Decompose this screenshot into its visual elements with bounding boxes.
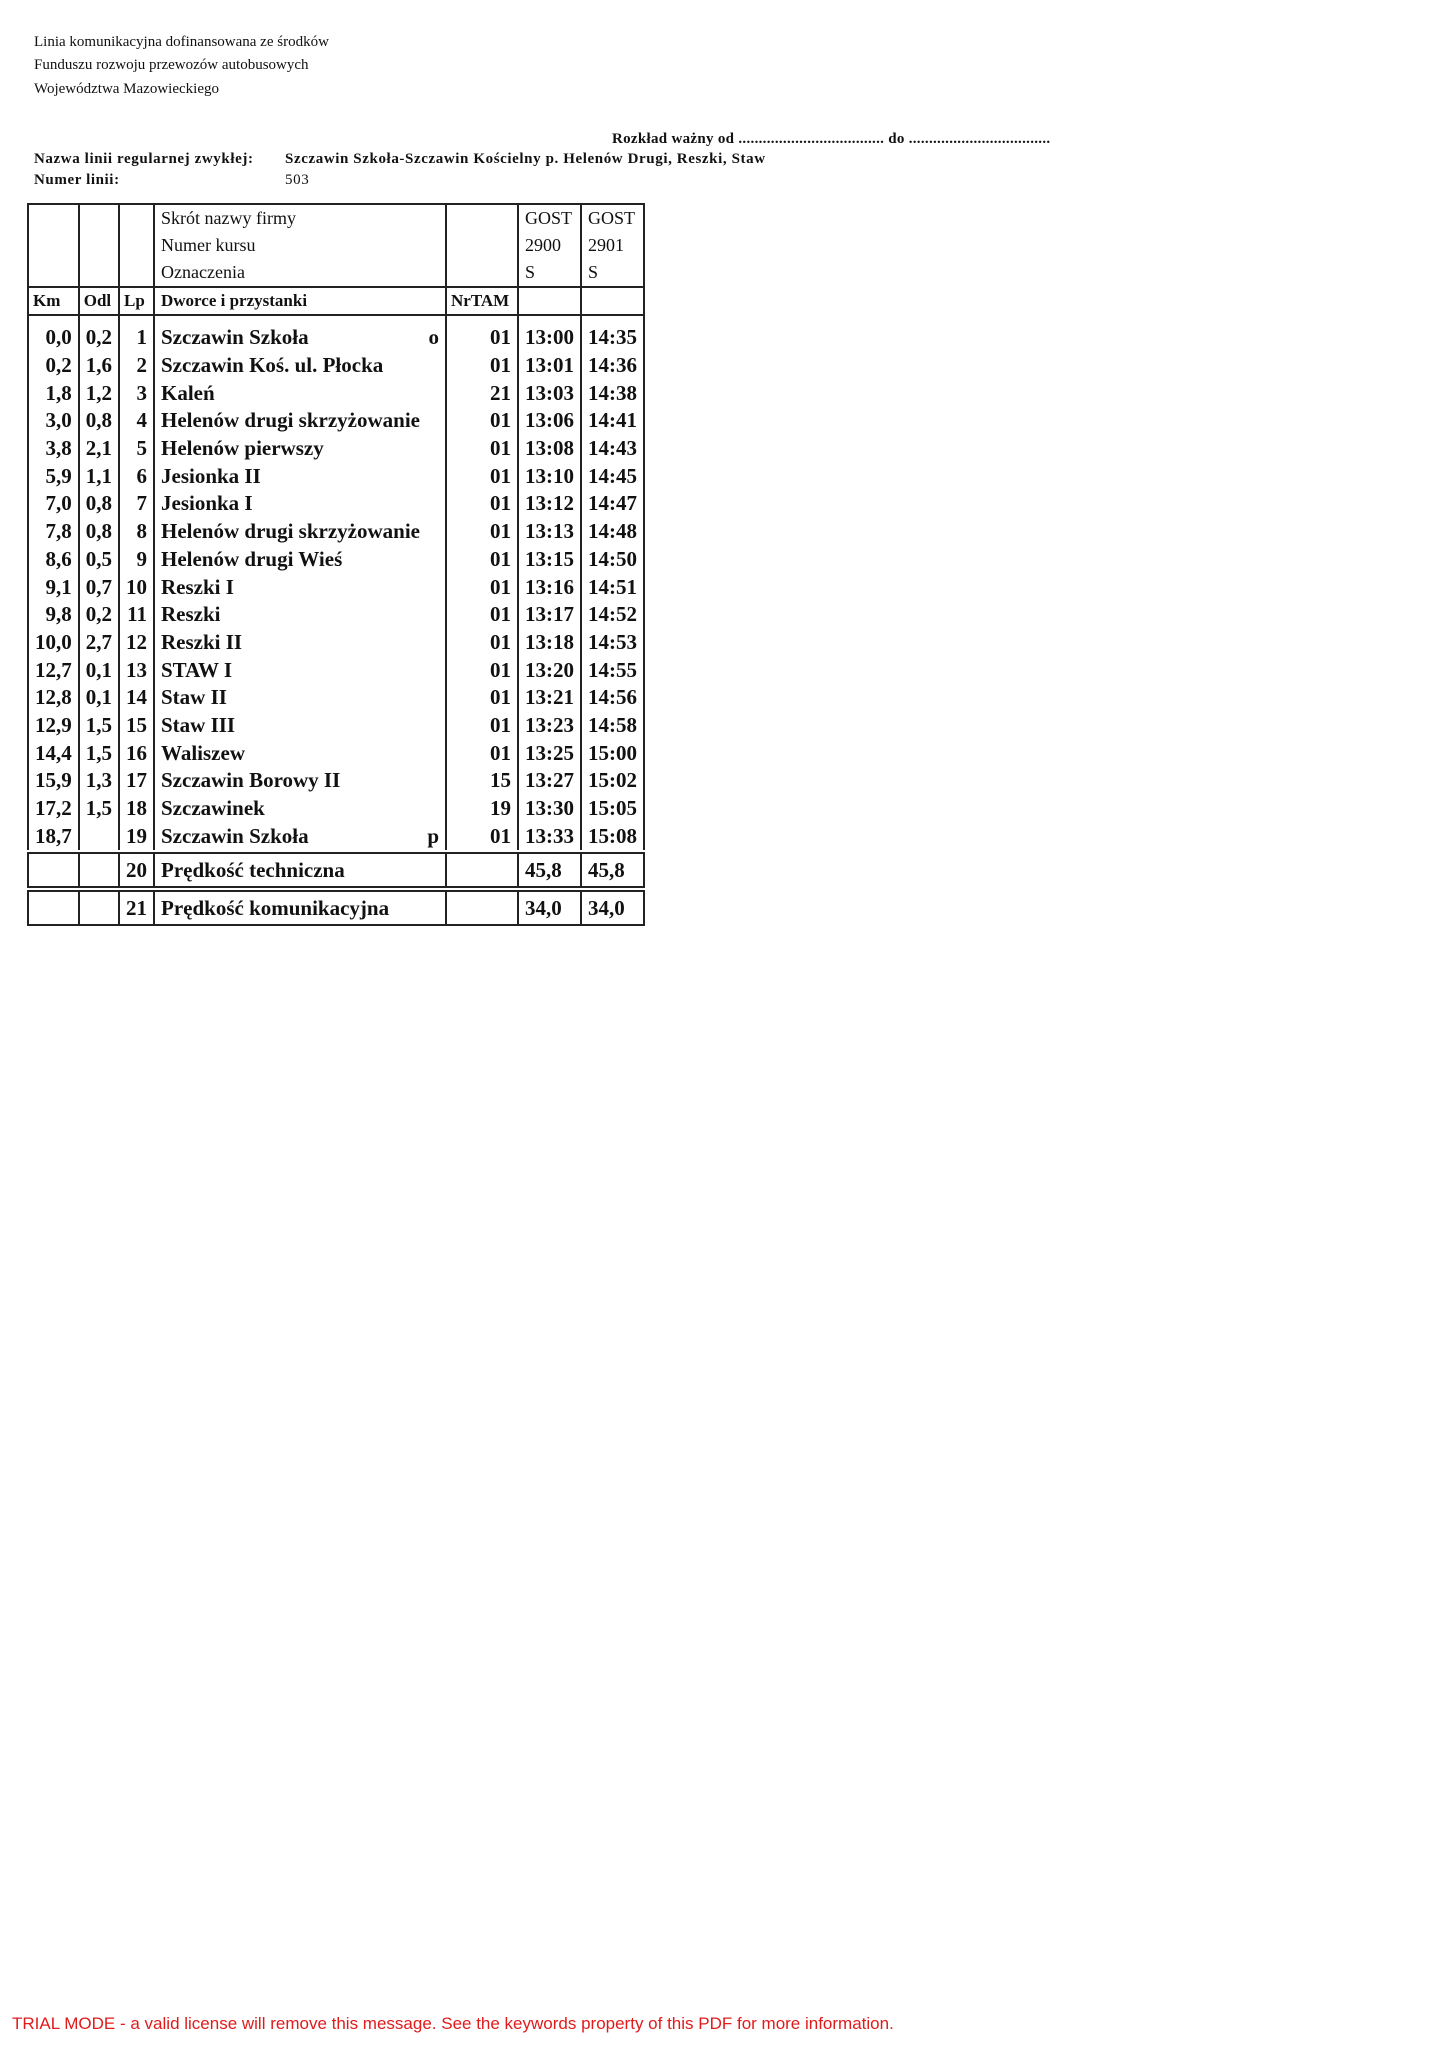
nrtam-value: 01 (446, 352, 518, 380)
company-course-2: GOST (581, 204, 644, 232)
course-label: Numer kursu (154, 232, 446, 259)
odl-value: 0,8 (79, 490, 119, 518)
course-number-1: 2900 (518, 232, 581, 259)
departure-time-course-1: 13:03 (518, 379, 581, 407)
validity-period: Rozkład ważny od .................................... do ................................... (612, 131, 1051, 147)
stop-cell (154, 712, 446, 740)
stop-cell (154, 324, 446, 352)
km-value: 15,9 (28, 767, 79, 795)
departure-time-course-1: 13:17 (518, 601, 581, 629)
stop-flag: o (428, 325, 439, 350)
odl-value: 0,5 (79, 546, 119, 574)
stop-cell (154, 518, 446, 546)
summary-lp: 20 (119, 853, 154, 887)
nrtam-value: 01 (446, 712, 518, 740)
lp-value: 15 (119, 712, 154, 740)
odl-value: 0,8 (79, 407, 119, 435)
departure-time-course-2: 14:51 (581, 573, 644, 601)
stop-name: STAW I (161, 657, 233, 682)
lp-value: 19 (119, 822, 154, 850)
stop-cell (154, 407, 446, 435)
km-value: 9,8 (28, 601, 79, 629)
marks-course-1: S (518, 259, 581, 287)
odl-value: 1,2 (79, 379, 119, 407)
odl-value: 1,5 (79, 795, 119, 823)
table-row (28, 767, 644, 795)
table-row (28, 352, 644, 380)
nrtam-value: 01 (446, 324, 518, 352)
departure-time-course-1: 13:16 (518, 573, 581, 601)
course-number-2: 2901 (581, 232, 644, 259)
summary-lp: 21 (119, 891, 154, 925)
km-value: 7,8 (28, 518, 79, 546)
nrtam-value: 21 (446, 379, 518, 407)
summary-nrtam (446, 891, 518, 925)
departure-time-course-1: 13:06 (518, 407, 581, 435)
col-nrtam: NrTAM (446, 287, 518, 315)
nrtam-value: 01 (446, 629, 518, 657)
header-row-marks (28, 259, 644, 287)
lp-value: 11 (119, 601, 154, 629)
summary-odl (79, 891, 119, 925)
departure-time-course-1: 13:23 (518, 712, 581, 740)
stop-name: Helenów drugi Wieś (161, 546, 343, 571)
departure-time-course-2: 15:02 (581, 767, 644, 795)
summary-odl (79, 853, 119, 887)
stop-cell (154, 767, 446, 795)
lp-value: 13 (119, 656, 154, 684)
table-row (28, 379, 644, 407)
km-value: 18,7 (28, 822, 79, 850)
stop-cell (154, 795, 446, 823)
company-label: Skrót nazwy firmy (154, 204, 446, 232)
departure-time-course-2: 14:47 (581, 490, 644, 518)
stop-name: Reszki II (161, 629, 243, 654)
lp-value: 5 (119, 435, 154, 463)
header-row-course (28, 232, 644, 259)
lp-value: 6 (119, 462, 154, 490)
departure-time-course-1: 13:08 (518, 435, 581, 463)
odl-value (79, 822, 119, 850)
column-header-row (28, 287, 644, 315)
departure-time-course-2: 14:58 (581, 712, 644, 740)
stop-name: Staw III (161, 712, 236, 737)
departure-time-course-1: 13:12 (518, 490, 581, 518)
km-value: 17,2 (28, 795, 79, 823)
nrtam-value: 01 (446, 518, 518, 546)
departure-time-course-2: 14:36 (581, 352, 644, 380)
col-odl: Odl (79, 287, 119, 315)
departure-time-course-2: 14:50 (581, 546, 644, 574)
table-row (28, 435, 644, 463)
stop-name: Helenów pierwszy (161, 436, 324, 461)
table-row (28, 546, 644, 574)
table-row (28, 712, 644, 740)
stop-cell (154, 462, 446, 490)
line-name-label: Nazwa linii regularnej zwykłej: (34, 151, 254, 167)
nrtam-value: 01 (446, 407, 518, 435)
stop-cell (154, 739, 446, 767)
departure-time-course-2: 15:08 (581, 822, 644, 850)
departure-time-course-1: 13:15 (518, 546, 581, 574)
table-row (28, 573, 644, 601)
lp-value: 10 (119, 573, 154, 601)
departure-time-course-2: 14:53 (581, 629, 644, 657)
line-number-label: Numer linii: (34, 172, 120, 188)
table-row (28, 739, 644, 767)
table-row (28, 490, 644, 518)
odl-value: 2,7 (79, 629, 119, 657)
summary-row (28, 853, 644, 887)
lp-value: 14 (119, 684, 154, 712)
km-value: 12,8 (28, 684, 79, 712)
marks-course-2: S (581, 259, 644, 287)
summary-value-course-2: 45,8 (581, 853, 644, 887)
departure-time-course-2: 14:52 (581, 601, 644, 629)
departure-time-course-1: 13:33 (518, 822, 581, 850)
table-row (28, 629, 644, 657)
odl-value: 1,3 (79, 767, 119, 795)
table-row (28, 324, 644, 352)
lp-value: 2 (119, 352, 154, 380)
stop-cell (154, 822, 446, 850)
summary-row (28, 891, 644, 925)
stop-name: Szczawin Koś. ul. Płocka (161, 353, 384, 378)
km-value: 12,7 (28, 656, 79, 684)
summary-label: Prędkość techniczna (154, 853, 446, 887)
nrtam-value: 01 (446, 435, 518, 463)
km-value: 3,0 (28, 407, 79, 435)
nrtam-value: 19 (446, 795, 518, 823)
odl-value: 0,1 (79, 656, 119, 684)
km-value: 9,1 (28, 573, 79, 601)
stop-cell (154, 684, 446, 712)
departure-time-course-2: 14:45 (581, 462, 644, 490)
km-value: 0,2 (28, 352, 79, 380)
odl-value: 0,1 (79, 684, 119, 712)
nrtam-value: 01 (446, 684, 518, 712)
timetable (27, 203, 645, 926)
km-value: 5,9 (28, 462, 79, 490)
lp-value: 17 (119, 767, 154, 795)
summary-label: Prędkość komunikacyjna (154, 891, 446, 925)
lp-value: 1 (119, 324, 154, 352)
odl-value: 2,1 (79, 435, 119, 463)
departure-time-course-2: 14:35 (581, 324, 644, 352)
table-row (28, 656, 644, 684)
lp-value: 3 (119, 379, 154, 407)
line-number-value: 503 (285, 172, 310, 188)
departure-time-course-1: 13:20 (518, 656, 581, 684)
km-value: 0,0 (28, 324, 79, 352)
stop-name: Reszki I (161, 574, 234, 599)
departure-time-course-1: 13:27 (518, 767, 581, 795)
funding-note-line-3: Województwa Mazowieckiego (34, 81, 219, 97)
funding-note-line-2: Funduszu rozwoju przewozów autobusowych (34, 57, 309, 73)
nrtam-value: 01 (446, 490, 518, 518)
nrtam-value: 01 (446, 546, 518, 574)
departure-time-course-1: 13:01 (518, 352, 581, 380)
stop-name: Waliszew (161, 740, 245, 765)
col-km: Km (28, 287, 79, 315)
table-row (28, 684, 644, 712)
table-row (28, 822, 644, 850)
odl-value: 0,2 (79, 601, 119, 629)
km-value: 7,0 (28, 490, 79, 518)
stop-cell (154, 573, 446, 601)
lp-value: 8 (119, 518, 154, 546)
departure-time-course-2: 14:41 (581, 407, 644, 435)
stop-name: Szczawin Szkoła (161, 823, 309, 848)
odl-value: 1,1 (79, 462, 119, 490)
stop-name: Jesionka II (161, 463, 261, 488)
departure-time-course-1: 13:00 (518, 324, 581, 352)
stop-cell (154, 379, 446, 407)
stop-name: Helenów drugi skrzyżowanie (161, 408, 420, 433)
stop-name: Kaleń (161, 380, 215, 405)
km-value: 8,6 (28, 546, 79, 574)
stop-cell (154, 490, 446, 518)
departure-time-course-2: 14:38 (581, 379, 644, 407)
km-value: 12,9 (28, 712, 79, 740)
stop-name: Reszki (161, 602, 221, 627)
nrtam-value: 01 (446, 822, 518, 850)
departure-time-course-2: 14:48 (581, 518, 644, 546)
header-row-company (28, 204, 644, 232)
marks-label: Oznaczenia (154, 259, 446, 287)
departure-time-course-1: 13:13 (518, 518, 581, 546)
departure-time-course-2: 15:00 (581, 739, 644, 767)
col-stops: Dworce i przystanki (154, 287, 446, 315)
stop-name: Szczawin Szkoła (161, 325, 309, 350)
line-name-value: Szczawin Szkoła-Szczawin Kościelny p. Helenów Drugi, Reszki, Staw (285, 151, 766, 167)
summary-value-course-1: 45,8 (518, 853, 581, 887)
stop-cell (154, 352, 446, 380)
lp-value: 9 (119, 546, 154, 574)
summary-value-course-1: 34,0 (518, 891, 581, 925)
odl-value: 0,7 (79, 573, 119, 601)
stop-cell (154, 629, 446, 657)
departure-time-course-1: 13:25 (518, 739, 581, 767)
funding-note-line-1: Linia komunikacyjna dofinansowana ze środków (34, 34, 329, 50)
odl-value: 0,8 (79, 518, 119, 546)
stop-cell (154, 656, 446, 684)
departure-time-course-1: 13:30 (518, 795, 581, 823)
stop-flag: p (427, 823, 439, 848)
lp-value: 16 (119, 739, 154, 767)
km-value: 14,4 (28, 739, 79, 767)
stop-name: Szczawin Borowy II (161, 768, 341, 793)
stop-name: Jesionka I (161, 491, 253, 516)
trial-mode-watermark: TRIAL MODE - a valid license will remove this message. See the keywords property of this PDF for more information. (12, 2014, 894, 2033)
lp-value: 4 (119, 407, 154, 435)
summary-nrtam (446, 853, 518, 887)
summary-value-course-2: 34,0 (581, 891, 644, 925)
table-row (28, 462, 644, 490)
table-row (28, 407, 644, 435)
nrtam-value: 01 (446, 656, 518, 684)
col-lp: Lp (119, 287, 154, 315)
table-row (28, 601, 644, 629)
departure-time-course-1: 13:10 (518, 462, 581, 490)
departure-time-course-2: 15:05 (581, 795, 644, 823)
nrtam-value: 01 (446, 739, 518, 767)
odl-value: 1,5 (79, 739, 119, 767)
odl-value: 1,6 (79, 352, 119, 380)
stop-name: Helenów drugi skrzyżowanie (161, 519, 420, 544)
odl-value: 1,5 (79, 712, 119, 740)
stop-cell (154, 601, 446, 629)
nrtam-value: 15 (446, 767, 518, 795)
departure-time-course-1: 13:18 (518, 629, 581, 657)
table-row (28, 518, 644, 546)
departure-time-course-1: 13:21 (518, 684, 581, 712)
lp-value: 12 (119, 629, 154, 657)
departure-time-course-2: 14:43 (581, 435, 644, 463)
lp-value: 18 (119, 795, 154, 823)
km-value: 10,0 (28, 629, 79, 657)
km-value: 1,8 (28, 379, 79, 407)
company-course-1: GOST (518, 204, 581, 232)
stop-cell (154, 546, 446, 574)
stop-name: Szczawinek (161, 796, 265, 821)
odl-value: 0,2 (79, 324, 119, 352)
nrtam-value: 01 (446, 601, 518, 629)
nrtam-value: 01 (446, 462, 518, 490)
km-value: 3,8 (28, 435, 79, 463)
departure-time-course-2: 14:56 (581, 684, 644, 712)
stop-cell (154, 435, 446, 463)
summary-km (28, 853, 79, 887)
nrtam-value: 01 (446, 573, 518, 601)
lp-value: 7 (119, 490, 154, 518)
stop-name: Staw II (161, 685, 227, 710)
table-row (28, 795, 644, 823)
summary-km (28, 891, 79, 925)
departure-time-course-2: 14:55 (581, 656, 644, 684)
